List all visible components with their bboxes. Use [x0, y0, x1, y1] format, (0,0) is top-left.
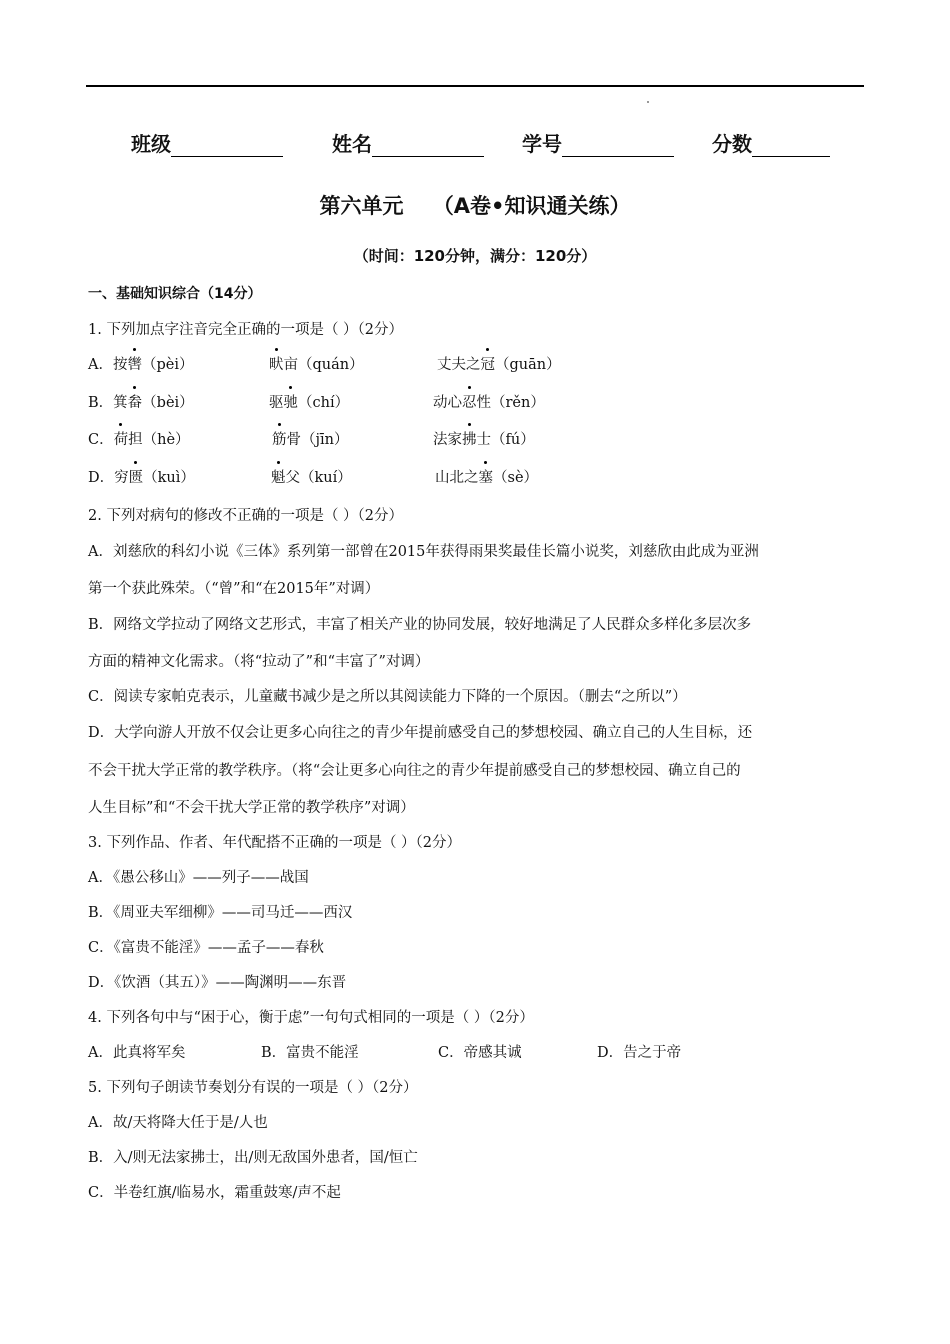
q5-option-c: C．半卷红旗/临易水，霜重鼓寒/声不起: [88, 1185, 341, 1201]
score-blank[interactable]: [752, 134, 830, 157]
q2-option-a-line1: A．刘慈欣的科幻小说《三体》系列第一部曾在2015年获得雨果奖最佳长篇小说奖，刘慈欣由此成为亚洲: [88, 544, 759, 560]
q1-option-c3: 法家拂士（fú）: [433, 428, 535, 449]
q4-option-b: B．富贵不能淫: [261, 1045, 359, 1061]
q1-stem: 1. 下列加点字注音完全正确的一项是（ ）（2分）: [88, 322, 404, 338]
q3-stem: 3. 下列作品、作者、年代配搭不正确的一项是（ ）（2分）: [88, 835, 462, 851]
q1-option-a3: 丈夫之冠（guān）: [437, 353, 561, 374]
q2-option-b-line1: B．网络文学拉动了网络文艺形式，丰富了相关产业的协同发展，较好地满足了人民群众多样化多层次多: [88, 617, 752, 633]
emphasis-dot-char: 畚: [128, 391, 143, 412]
q1-option-d1: D．穷匮（kuì）: [88, 466, 195, 487]
score-label: 分数: [712, 132, 752, 156]
q1-option-a1: A．按辔（pèi）: [88, 353, 194, 374]
q5-option-b: B．入/则无法家拂士，出/则无敌国外患者，国/恒亡: [88, 1150, 418, 1166]
q2-option-d-line1: D．大学向游人开放不仅会让更多心向往之的青少年提前感受自己的梦想校园、确立自己的人生目标，还: [88, 725, 753, 741]
class-field: [131, 128, 283, 157]
q1-option-d3: 山北之塞（sè）: [435, 466, 538, 487]
q4-option-d: D．告之于帝: [597, 1045, 682, 1061]
emphasis-dot-char: 畎: [269, 353, 284, 374]
q1-option-b2: 驱驰（chí）: [269, 391, 349, 412]
emphasis-dot-char: 筋: [272, 428, 287, 449]
student-id-field: [522, 128, 674, 157]
page-title: 第六单元 （A卷•知识通关练）: [319, 194, 631, 218]
q2-stem: 2. 下列对病句的修改不正确的一项是（ ）（2分）: [88, 508, 404, 524]
q2-option-a-line2: 第一个获此殊荣。（“曾”和“在2015年”对调）: [88, 581, 380, 597]
emphasis-dot-char: 辔: [127, 353, 142, 374]
q4-stem: 4. 下列各句中与“困于心，衡于虑”一句句式相同的一项是（ ）（2分）: [88, 1010, 534, 1026]
q3-option-c: C．《富贵不能淫》——孟子——春秋: [88, 940, 324, 956]
name-blank[interactable]: [372, 134, 484, 157]
student-info-row: [0, 128, 950, 158]
name-label: 姓名: [332, 132, 372, 156]
emphasis-dot-char: 忍: [462, 391, 477, 412]
emphasis-dot-char: 匮: [129, 466, 144, 487]
student-id-label: 学号: [522, 132, 562, 156]
section-heading: 一、基础知识综合（14分）: [88, 286, 262, 302]
q4-option-a: A．此真将军矣: [88, 1045, 186, 1061]
q2-option-c-line1: C．阅读专家帕克表示，儿童藏书减少是之所以其阅读能力下降的一个原因。（删去“之所以”）: [88, 689, 687, 705]
q2-option-d-line3: 人生目标”和“不会干扰大学正常的教学秩序”对调）: [88, 800, 415, 816]
class-blank[interactable]: [171, 134, 283, 157]
emphasis-dot-char: 魁: [271, 466, 286, 487]
emphasis-dot-char: 荷: [114, 428, 129, 449]
q1-option-b3: 动心忍性（rěn）: [433, 391, 545, 412]
emphasis-dot-char: 驰: [284, 391, 299, 412]
scan-speck: [647, 101, 649, 103]
name-field: [332, 128, 484, 157]
class-label: 班级: [131, 132, 171, 156]
student-id-blank[interactable]: [562, 134, 674, 157]
q1-option-c1: C．荷担（hè）: [88, 428, 190, 449]
q3-option-d: D．《饮酒（其五）》——陶渊明——东晋: [88, 975, 347, 991]
q3-option-a: A．《愚公移山》——列子——战国: [88, 870, 309, 886]
q1-option-d2: 魁父（kuí）: [271, 466, 352, 487]
emphasis-dot-char: 塞: [479, 466, 494, 487]
page-subtitle: （时间：120分钟，满分：120分）: [353, 247, 597, 265]
header-rule: [86, 85, 864, 87]
emphasis-dot-char: 拂: [462, 428, 477, 449]
q2-option-d-line2: 不会干扰大学正常的教学秩序。（将“会让更多心向往之的青少年提前感受自己的梦想校园、确立自己的: [88, 763, 741, 779]
emphasis-dot-char: 冠: [481, 353, 496, 374]
q1-option-a2: 畎亩（quán）: [269, 353, 364, 374]
q1-option-b1: B．箕畚（bèi）: [88, 391, 194, 412]
q5-option-a: A．故/天将降大任于是/人也: [88, 1115, 268, 1131]
score-field: [712, 128, 830, 157]
q4-option-c: C．帝感其诚: [438, 1045, 522, 1061]
q3-option-b: B．《周亚夫军细柳》——司马迁——西汉: [88, 905, 353, 921]
q2-option-b-line2: 方面的精神文化需求。（将“拉动了”和“丰富了”对调）: [88, 654, 430, 670]
q1-option-c2: 筋骨（jīn）: [272, 428, 348, 449]
q5-stem: 5. 下列句子朗读节奏划分有误的一项是（ ）（2分）: [88, 1080, 418, 1096]
